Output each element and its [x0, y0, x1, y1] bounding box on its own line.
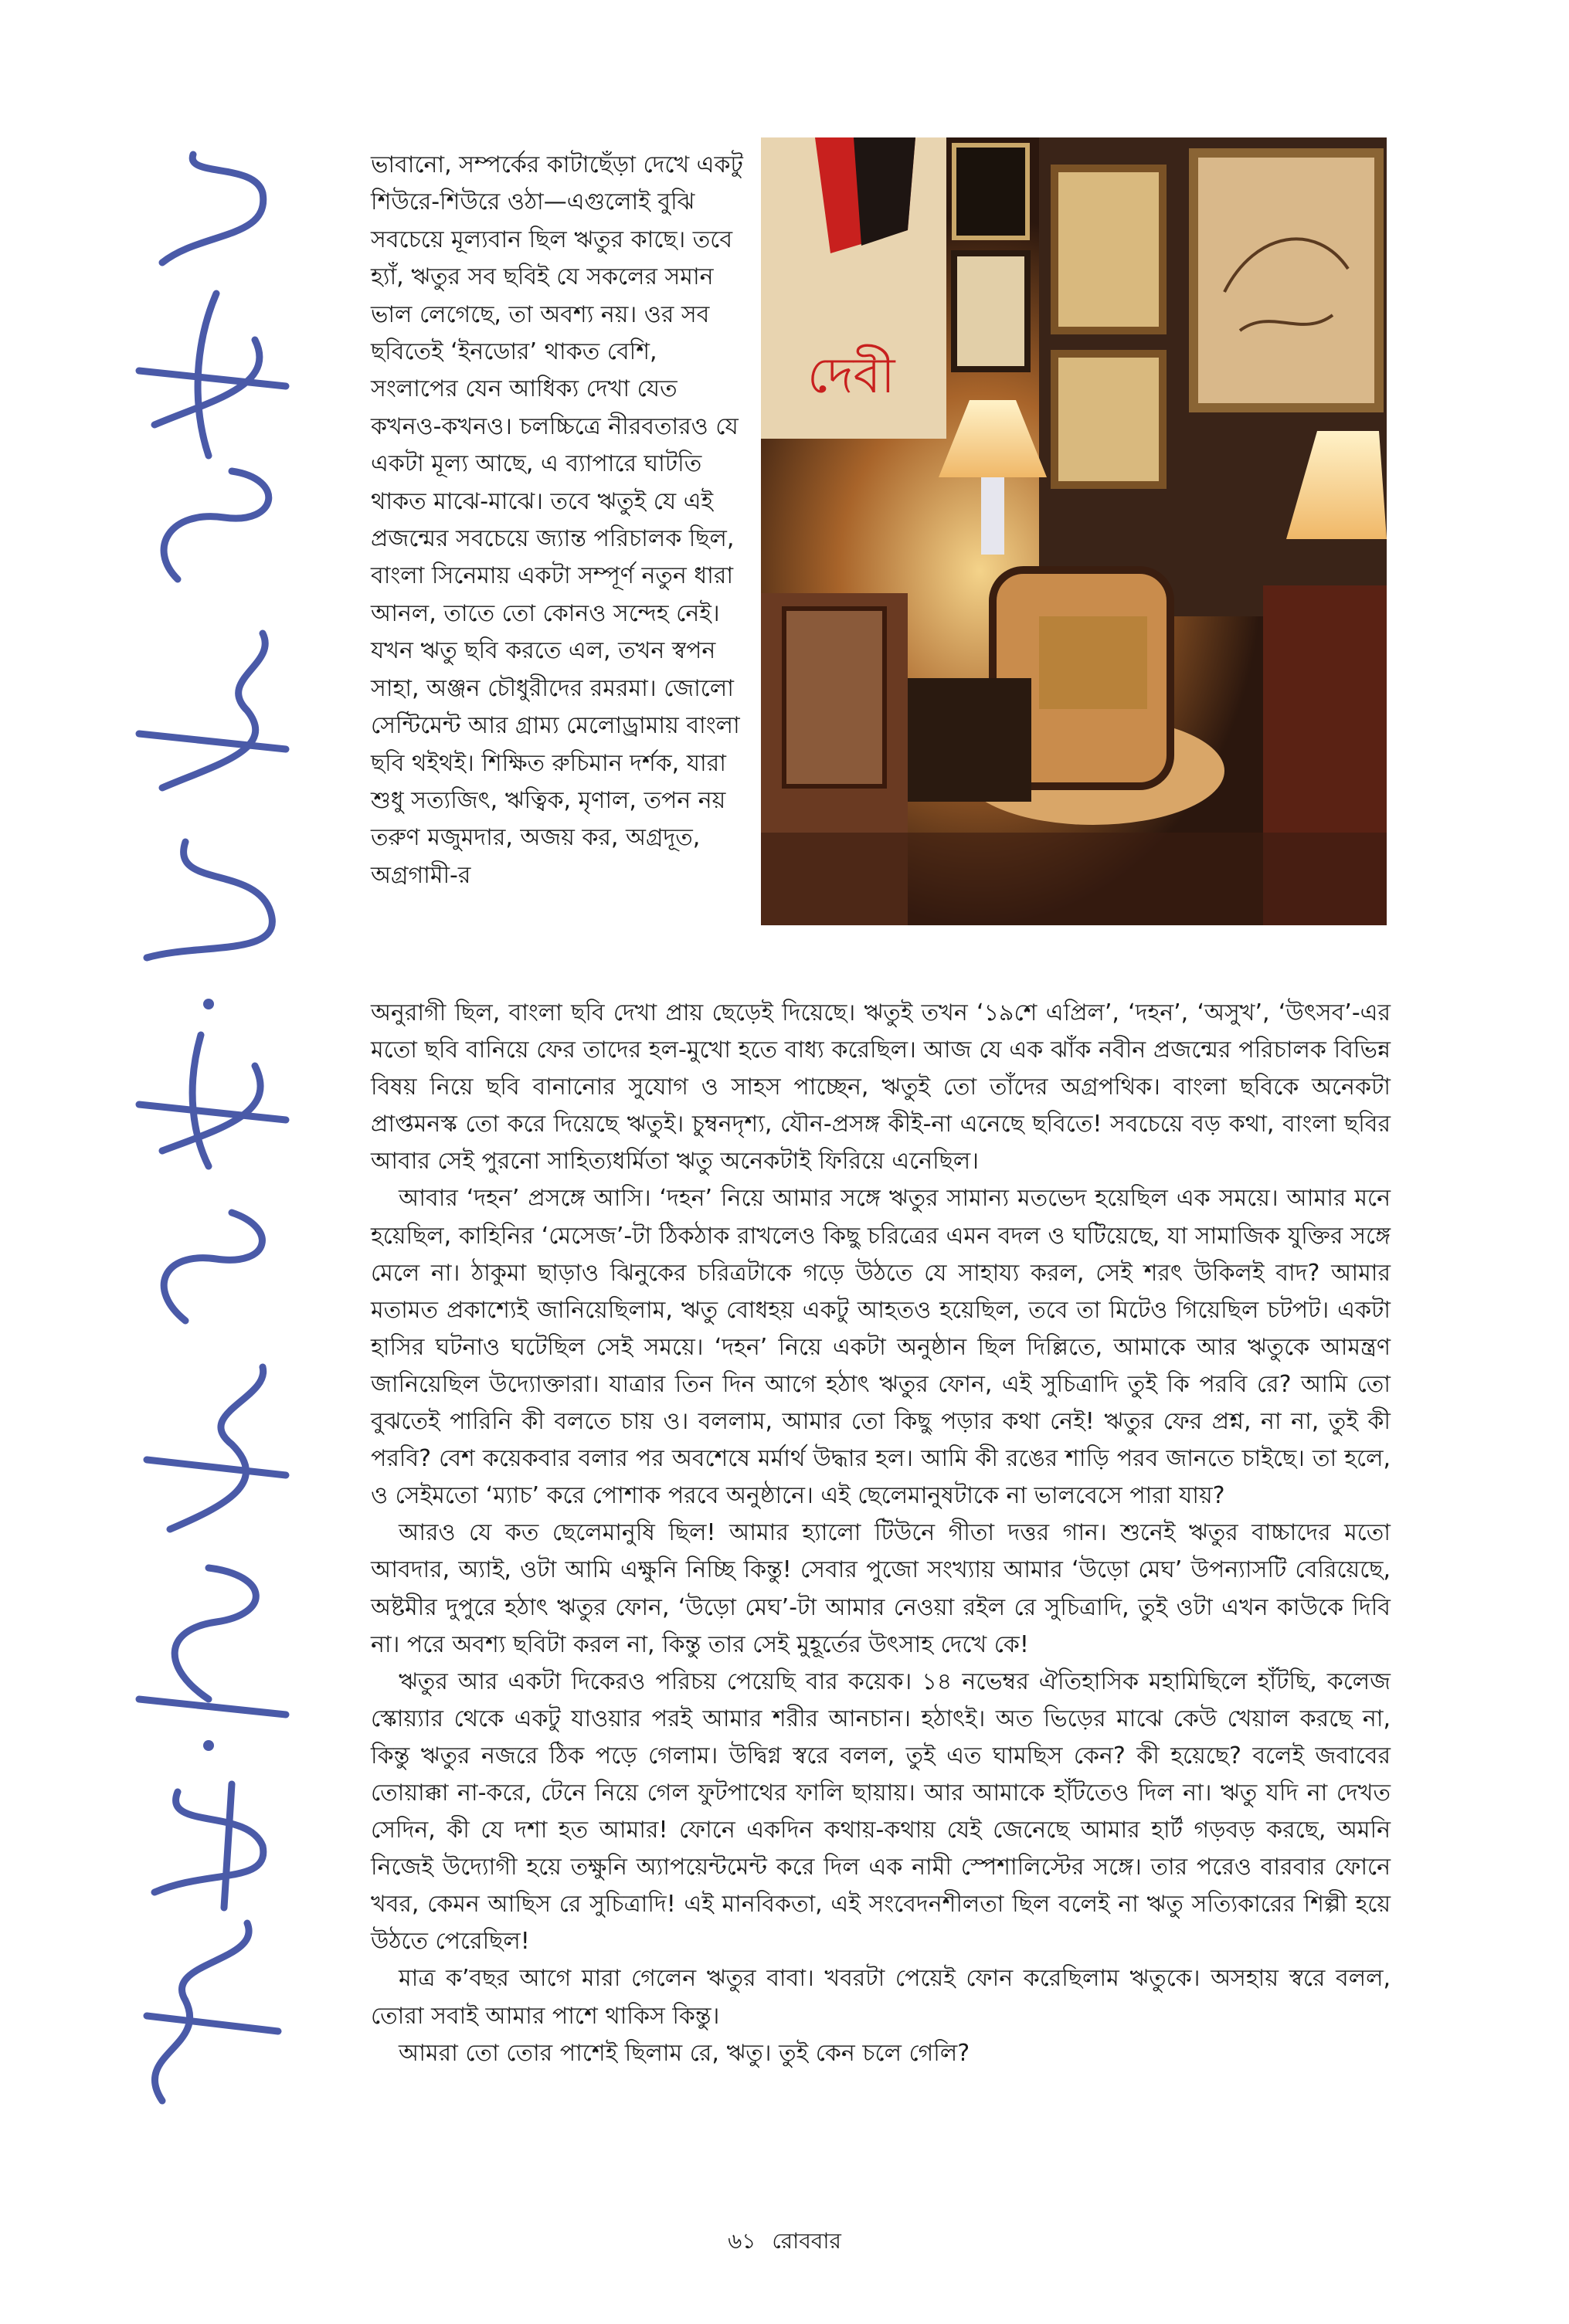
section-name: রোববার	[772, 2228, 841, 2254]
narrow-text-column	[371, 147, 749, 894]
narrow-column-text: ভাবানো, সম্পর্কের কাটাছেঁড়া দেখে একটু শিউরে-শিউরে ওঠা—এগুলোই বুঝি সবচেয়ে মূল্যবান ছিল ঋতুর কাছে। তবে হ্যাঁ, ঋতুর সব ছবিই যে সকলের সমান ভাল লেগেছে, তা অবশ্য নয়। ওর সব ছবিতেই ‘ইনডোর’ থাকত বেশি, সংলাপের যেন আধিক্য দেখা যেত কখনও-কখনও। চলচ্চিত্রে নীরবতারও যে একটা মূল্য আছে, এ ব্যাপারে ঘাটতি থাকত মাঝে-মাঝে। তবে ঋতুই যে এই প্রজন্মের সবচেয়ে জ্যান্ত পরিচালক ছিল, বাংলা সিনেমায় একটা সম্পূর্ণ নতুন ধারা আনল, তাতে তো কোনও সন্দেহ নেই। যখন ঋতু ছবি করতে এল, তখন স্বপন সাহা, অঞ্জন চৌধুরীদের রমরমা। জোলো সেন্টিমেন্ট আর গ্রাম্য মেলোড্রামায় বাংলা ছবি থইথই। শিক্ষিত রুচিমান দর্শক, যারা শুধু সত্যজিৎ, ঋত্বিক, মৃণাল, তপন নয় তরুণ মজুমদার, অজয় কর, অগ্রদূত, অগ্রগামী-র	[371, 151, 743, 889]
page-footer	[0, 2224, 1569, 2261]
page-number: ৬১	[728, 2228, 756, 2254]
handwritten-dedication	[116, 147, 317, 2124]
paragraph: অনুরাগী ছিল, বাংলা ছবি দেখা প্রায় ছেড়েই দিয়েছে। ঋতুই তখন ‘১৯শে এপ্রিল’, ‘দহন’, ‘অসুখ’, ‘উৎসব’-এর মতো ছবি বানিয়ে ফের তাদের হল-মুখো হতে বাধ্য করেছিল। আজ যে এক ঝাঁক নবীন প্রজন্মের পরিচালক বিভিন্ন বিষয় নিয়ে ছবি বানানোর সুযোগ ও সাহস পাচ্ছেন, ঋতুই তো তাঁদের অগ্রপথিক। বাংলা ছবিকে অনেকটা প্রাপ্তমনস্ক তো করে দিয়েছে ঋতুই। চুম্বনদৃশ্য, যৌন-প্রসঙ্গ কীই-না এনেছে ছবিতে! সবচেয়ে বড় কথা, বাংলা ছবির আবার সেই পুরনো সাহিত্যধর্মিতা ঋতু অনেকটাই ফিরিয়ে এনেছিল।	[371, 999, 1391, 1176]
paragraph: আরও যে কত ছেলেমানুষি ছিল! আমার হ্যালো টিউনে গীতা দত্তর গান। শুনেই ঋতুর বাচ্চাদের মতো আবদার, অ্যাই, ওটা আমি এক্ষুনি নিচ্ছি কিন্তু! সেবার পুজো সংখ্যায় আমার ‘উড়ো মেঘ’ উপন্যাসটি বেরিয়েছে, অষ্টমীর দুপুরে হঠাৎ ঋতুর ফোন, ‘উড়ো মেঘ’-টা আমার নেওয়া রইল রে সুচিত্রাদি, তুই ওটা এখন কাউকে দিবি না। পরে অবশ্য ছবিটা করল না, কিন্তু তার সেই মুহূর্তের উৎসাহ দেখে কে!	[371, 1519, 1391, 1658]
paragraph: ঋতুর আর একটা দিকেরও পরিচয় পেয়েছি বার কয়েক। ১৪ নভেম্বর ঐতিহাসিক মহামিছিলে হাঁটছি, কলেজ স্কোয়্যার থেকে একটু যাওয়ার পরই আমার শরীর আনচান। হঠাৎই। অত ভিড়ের মাঝে কেউ খেয়াল করছে না, কিন্তু ঋতুর নজরে ঠিক পড়ে গেলাম। উদ্বিগ্ন স্বরে বলল, তুই এত ঘামছিস কেন? কী হয়েছে? বলেই জবাবের তোয়াক্কা না-করে, টেনে নিয়ে গেল ফুটপাথের ফালি ছায়ায়। আর আমাকে হাঁটতেও দিল না। ঋতু যদি না দেখত সেদিন, কী যে দশা হত আমার! ফোনে একদিন কথায়-কথায় যেই জেনেছে আমার হার্ট গড়বড় করছে, অমনি নিজেই উদ্যোগী হয়ে তক্ষুনি অ্যাপয়েন্টমেন্ট করে দিল এক নামী স্পেশালিস্টের সঙ্গে। তার পরেও বারবার ফোনে খবর, কেমন আছিস রে সুচিত্রাদি! এই মানবিকতা, এই সংবেদনশীলতা ছিল বলেই না ঋতু সত্যিকারের শিল্পী হয়ে উঠতে পেরেছিল!	[371, 1668, 1391, 1956]
paragraph: আবার ‘দহন’ প্রসঙ্গে আসি। ‘দহন’ নিয়ে আমার সঙ্গে ঋতুর সামান্য মতভেদ হয়েছিল এক সময়ে। আমার মনে হয়েছিল, কাহিনির ‘মেসেজ’-টা ঠিকঠাক রাখলেও কিছু চরিত্রের এমন বদল ও ঘটিয়েছে, যা সামাজিক যুক্তির সঙ্গে মেলে না। ঠাকুমা ছাড়াও ঝিনুকের চরিত্রটাকে গড়ে উঠতে যে সাহায্য করল, সেই শরৎ উকিলই বাদ? আমার মতামত প্রকাশ্যেই জানিয়েছিলাম, ঋতু বোধহয় একটু আহতও হয়েছিল, তবে তা মিটেও গিয়েছিল চটপট। একটা হাসির ঘটনাও ঘটেছিল সেই সময়ে। ‘দহন’ নিয়ে একটা অনুষ্ঠান ছিল দিল্লিতে, আমাকে আর ঋতুকে আমন্ত্রণ জানিয়েছিল উদ্যোক্তারা। যাত্রার তিন দিন আগে হঠাৎ ঋতুর ফোন, এই সুচিত্রাদি তুই কি পরবি রে? আমি তো বুঝতেই পারিনি কী বলতে চায় ও। বললাম, আমার তো কিছু পড়ার কথা নেই! ঋতুর ফের প্রশ্ন, না না, তুই কী পরবি? বেশ কয়েকবার বলার পর অবশেষে মর্মার্থ উদ্ধার হল। আমি কী রঙের শাড়ি পরব জানতে চাইছে। তা হলে, ও সেইমতো ‘ম্যাচ’ করে পোশাক পরবে অনুষ্ঠানে। এই ছেলেমানুষটাকে না ভালবেসে পারা যায়?	[371, 1185, 1391, 1510]
paragraph: মাত্র ক’বছর আগে মারা গেলেন ঋতুর বাবা। খবরটা পেয়েই ফোন করেছিলাম ঋতুকে। অসহায় স্বরে বলল, তোরা সবাই আমার পাশে থাকিস কিন্তু।	[371, 1965, 1391, 2030]
poster-title: দেবী	[807, 348, 895, 405]
article-body	[371, 995, 1391, 2072]
paragraph: আমরা তো তোর পাশেই ছিলাম রে, ঋতু। তুই কেন চলে গেলি?	[399, 2039, 970, 2067]
interior-photo	[761, 137, 1387, 925]
